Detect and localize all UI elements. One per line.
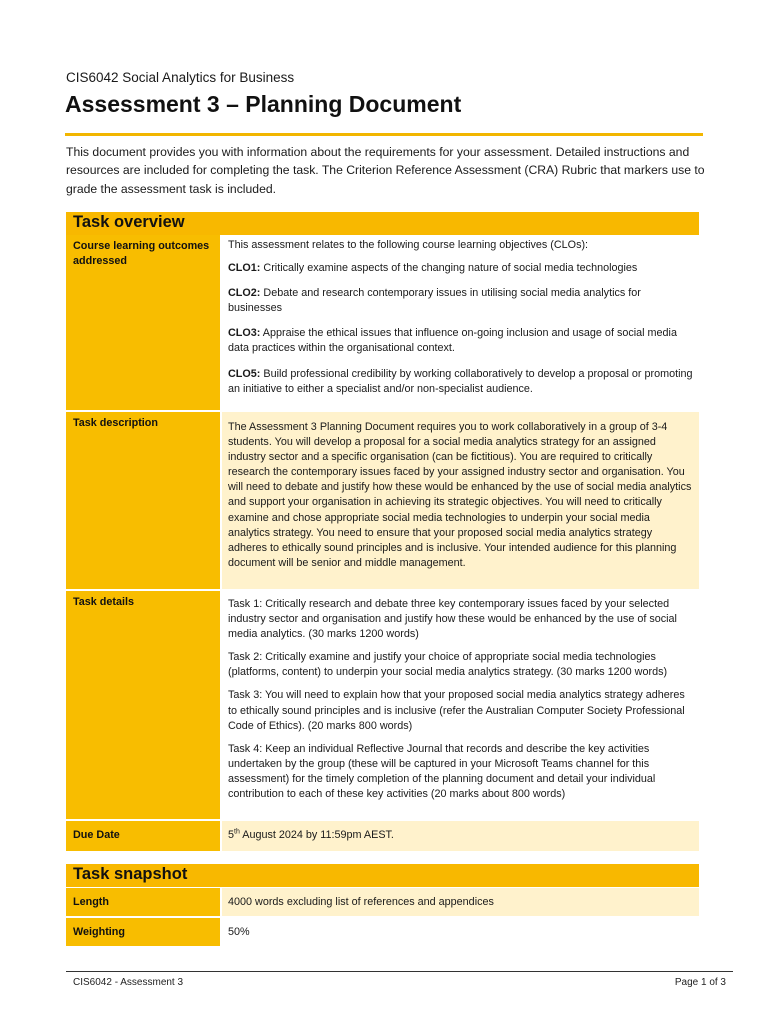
task-overview-heading-text: Task overview xyxy=(73,213,185,231)
length-label: Length xyxy=(73,896,109,908)
footer-divider xyxy=(66,971,733,972)
clo-row xyxy=(66,235,699,410)
task-snapshot-heading xyxy=(66,864,699,887)
footer-document-id: CIS6042 - Assessment 3 xyxy=(73,977,184,988)
due-date-label-cell xyxy=(66,821,220,851)
intro-paragraph: This document provides you with information about the requirements for your assessment. Detailed instructions and resources are included for completing the task. The Criterion Reference Assessment (CRA) Rubric that markers use to grade the assessment task is included. xyxy=(66,145,705,196)
task-overview-heading xyxy=(66,212,699,235)
task-details-value-cell xyxy=(222,591,699,819)
weighting-row xyxy=(66,918,699,946)
task-details-row xyxy=(66,591,699,819)
clo-item xyxy=(228,367,693,397)
clo-item xyxy=(228,286,693,316)
task-item: Task 3: You will need to explain how that your proposed social media analytics strategy adheres to ethically sound principles and is inclusive (refer the Australian Computer Society Professional Code of Ethics). (20 marks 800 words) xyxy=(228,689,685,732)
clo-label-cell xyxy=(66,235,220,410)
clo-value-cell xyxy=(222,235,699,410)
due-date-row xyxy=(66,821,699,851)
task-details-label-cell xyxy=(66,591,220,819)
weighting-label-cell xyxy=(66,918,220,946)
footer-page-number: Page 1 of 3 xyxy=(674,977,726,988)
course-name: CIS6042 Social Analytics for Business xyxy=(66,70,295,85)
clo-item xyxy=(228,326,693,356)
task-item: Task 1: Critically research and debate three key contemporary issues faced by your selected industry sector and organisation and justify how these would be enhanced by the use of social media analytics. (30 marks 1200 words) xyxy=(228,598,677,641)
task-description-row xyxy=(66,412,699,589)
task-description-label: Task description xyxy=(73,417,158,429)
clo-text: Build professional credibility by working collaboratively to develop a proposal or promoting an initiative to either a specialist and/or non-specialist audience. xyxy=(228,367,693,395)
clo-code: CLO3: xyxy=(228,327,261,340)
clo-code: CLO5: xyxy=(228,367,261,380)
clo-text: Debate and research contemporary issues in utilising social media analytics for businesses xyxy=(228,287,641,315)
task-description-label-cell xyxy=(66,412,220,589)
title-divider xyxy=(65,133,703,136)
clo-text: Critically examine aspects of the changing nature of social media technologies xyxy=(260,262,638,275)
clo-item xyxy=(228,261,693,276)
task-details-label: Task details xyxy=(73,596,135,608)
due-date-label: Due Date xyxy=(73,829,120,841)
due-date-value xyxy=(222,821,699,851)
length-value: 4000 words excluding list of references and appendices xyxy=(222,888,699,916)
length-row xyxy=(66,888,699,916)
task-item: Task 2: Critically examine and justify your choice of appropriate social media technologies (platforms, content) to underpin your social media analytics strategy. (30 marks 1200 words) xyxy=(228,651,668,679)
due-day-suffix: th xyxy=(234,828,240,836)
clo-text: Appraise the ethical issues that influence on-going inclusion and usage of social media data practices within the organisational context. xyxy=(228,327,677,355)
due-day: 5 xyxy=(228,829,235,841)
task-snapshot-heading-text: Task snapshot xyxy=(73,865,188,883)
page-title: Assessment 3 – Planning Document xyxy=(65,91,462,117)
task-description-text: The Assessment 3 Planning Document requires you to work collaboratively in a group of 3-4 students. You will develop a proposal for a social media analytics strategy for an assigned industry sector and a specific organisation (can be fictitious). You are required to critically research the contemporary issues faced by your assigned industry sector and organisation. You will need to debate and justify how these would be enhanced by the use of social media analytics and support your organisation in achieving its strategic objectives. You will need to critically examine and chose appropriate social media technologies to underpin your social media analytics strategy. You need to ensure that your proposed social media analytics strategy adheres to ethically sound principles and is inclusive. Your intended audience for this planning document will be senior and middle management. xyxy=(228,421,692,569)
clo-intro: This assessment relates to the following course learning objectives (CLOs): xyxy=(228,239,589,251)
task-item: Task 4: Keep an individual Reflective Journal that records and describe the key activities undertaken by the group (these will be captured in your Microsoft Teams channel for this assessment) for the timely completion of the planning document and detail your individual contribution to each of these key activities (20 marks about 800 words) xyxy=(228,742,656,801)
due-rest: August 2024 by 11:59pm AEST. xyxy=(239,829,394,841)
task-description-value-cell xyxy=(222,412,699,589)
clo-code: CLO2: xyxy=(228,287,261,300)
weighting-label: Weighting xyxy=(73,926,125,938)
clo-label: Course learning outcomes addressed xyxy=(73,240,210,267)
weighting-value: 50% xyxy=(222,918,699,946)
length-label-cell xyxy=(66,888,220,916)
clo-code: CLO1: xyxy=(228,262,261,275)
